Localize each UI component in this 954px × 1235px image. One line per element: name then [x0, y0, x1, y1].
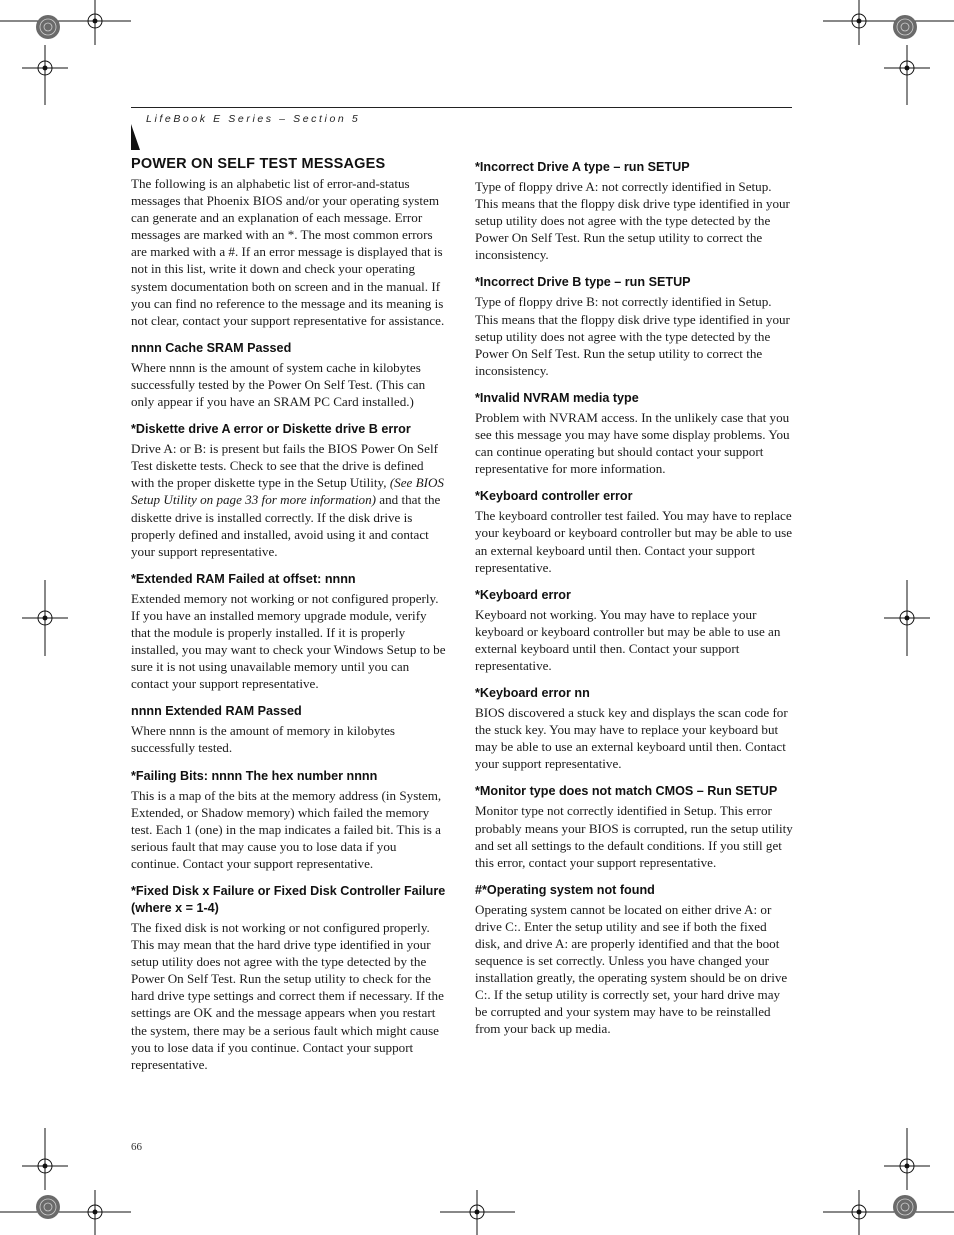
message-body: Extended memory not working or not configured properly. If you have an installed memory upgrade module, verify that the module is properly installed. If it is properly installed, you may want to check your Windows Setup to be sure it is not using unavailable memory until you can contact your support representative.	[131, 590, 446, 692]
message-entry	[131, 883, 447, 1073]
message-body: This is a map of the bits at the memory address (in System, Extended, or Shadow memory) which failed the memory test. Each 1 (one) in the map indicates a failed bit. This is a serious fault that may cause you to lose data if you continue. Contact your support representative.	[131, 787, 442, 871]
message-title: *Fixed Disk x Failure or Fixed Disk Controller Failure (where x = 1-4)	[131, 884, 446, 915]
header-tab-marker	[131, 124, 140, 150]
message-entry	[131, 703, 447, 756]
cross-reference: (See BIOS Setup Utility on page 33 for more information)	[131, 475, 444, 508]
message-body: Keyboard not working. You may have to replace your keyboard or keyboard controller but may be able to use an external keyboard until then. Contact your support representative.	[475, 606, 781, 673]
message-entry	[475, 685, 793, 772]
message-entry	[131, 571, 447, 693]
message-title: *Monitor type does not match CMOS – Run SETUP	[475, 784, 778, 799]
message-title: *Keyboard error	[475, 587, 571, 602]
message-body: The keyboard controller test failed. You may have to replace your keyboard or keyboard controller but may be able to use an external keyboard until then. Contact your support representative.	[475, 508, 793, 575]
message-title: *Keyboard error nn	[475, 686, 590, 701]
message-body	[131, 440, 447, 560]
message-title: *Invalid NVRAM media type	[475, 390, 639, 405]
message-title: nnnn Extended RAM Passed	[131, 704, 302, 719]
message-body: Where nnnn is the amount of system cache in kilobytes successfully tested by the Power On Self Test. (This can only appear if you have an SRAM PC Card installed.)	[131, 359, 426, 410]
message-entry	[131, 421, 447, 560]
message-entry	[475, 882, 793, 1038]
message-entry	[475, 488, 793, 575]
message-body: Problem with NVRAM access. In the unlikely case that you see this message you may have some display problems. You can continue operating but should contact your support representative for more information.	[475, 409, 790, 477]
message-body: The fixed disk is not working or not configured properly. This may mean that the hard drive type identified in your setup utility does not agree with the type detected by the Power On Self Test. Run the setup utility to check for the hard drive type settings and correct them if necessary. If the settings are OK and the message appears when you restart the system, there may be a serious fault which might cause you to lose data if you continue. Contact your support representative.	[131, 920, 444, 1072]
message-entry	[475, 159, 793, 263]
intro-paragraph: The following is an alphabetic list of error-and-status messages that Phoenix BIOS and/or your operating system can generate and an explanation of each message. Error messages are marked with an *. The most common errors are marked with a #. If an error message is displayed that is not in this list, write it down and check your operating system documentation both on screen and in the manual. If you can find no reference to the message and its meaning is not clear, contact your support representative for assistance.	[131, 176, 445, 328]
message-title: *Diskette drive A error or Diskette drive B error	[131, 422, 411, 437]
message-body: Where nnnn is the amount of memory in kilobytes successfully tested.	[131, 723, 396, 756]
section-title: POWER ON SELF TEST MESSAGES	[131, 156, 386, 172]
message-body-part: and that the diskette drive is installed correctly. If the disk drive is properly defined and installed, avoid using it and contact your support representative.	[131, 492, 441, 559]
message-entry	[475, 274, 793, 378]
message-title: #*Operating system not found	[475, 882, 655, 897]
message-entry	[475, 390, 793, 477]
running-header: LifeBook E Series – Section 5	[146, 113, 361, 125]
message-entry	[475, 587, 793, 674]
message-body: BIOS discovered a stuck key and displays the scan code for the stuck key. You may have to replace your keyboard but may be able to use an external keyboard until then. Contact your support representative.	[475, 705, 788, 772]
message-title: *Keyboard controller error	[475, 489, 633, 504]
right-column	[475, 159, 793, 1049]
message-body: Type of floppy drive B: not correctly identified in Setup. This means that the floppy disk drive type identified in your setup utility does not agree with the type detected by the Power On Self Test. Run the setup utility to correct the inconsistency.	[475, 294, 790, 378]
message-body: Type of floppy drive A: not correctly identified in Setup. This means that the floppy disk drive type identified in your setup utility does not agree with the type detected by the Power On Self Test. Run the setup utility to correct the inconsistency.	[475, 179, 790, 263]
message-body: Operating system cannot be located on either drive A: or drive C:. Enter the setup utility and see if both the fixed disk, and drive A: are properly identified and that the boot sequence is set correctly. Unless you have changed your installation greatly, the operating system should be on drive C:. If the setup utility is correctly set, your hard drive may be corrupted and your system may have to be reinstalled from your back up media.	[475, 901, 788, 1037]
message-body: Monitor type not correctly identified in Setup. This error probably means your BIOS is corrupted, run the setup utility and set all settings to the default conditions. If you still get this error, contact your support representative.	[475, 803, 793, 870]
message-title: *Incorrect Drive B type – run SETUP	[475, 275, 691, 290]
message-title: *Incorrect Drive A type – run SETUP	[475, 160, 690, 174]
message-body-part: Drive A: or B: is present but fails the BIOS Power On Self Test diskette tests. Check to see that the drive is defined with the proper diskette type in the Setup Utility,	[131, 441, 438, 491]
message-entry	[131, 768, 447, 872]
message-entry	[475, 783, 793, 870]
message-entry	[131, 340, 447, 410]
message-title: *Extended RAM Failed at offset: nnnn	[131, 571, 356, 586]
page-number: 66	[131, 1141, 142, 1153]
header-rule	[131, 107, 792, 108]
message-title: *Failing Bits: nnnn The hex number nnnn	[131, 768, 378, 783]
message-title: nnnn Cache SRAM Passed	[131, 340, 292, 355]
left-column	[131, 156, 447, 1084]
